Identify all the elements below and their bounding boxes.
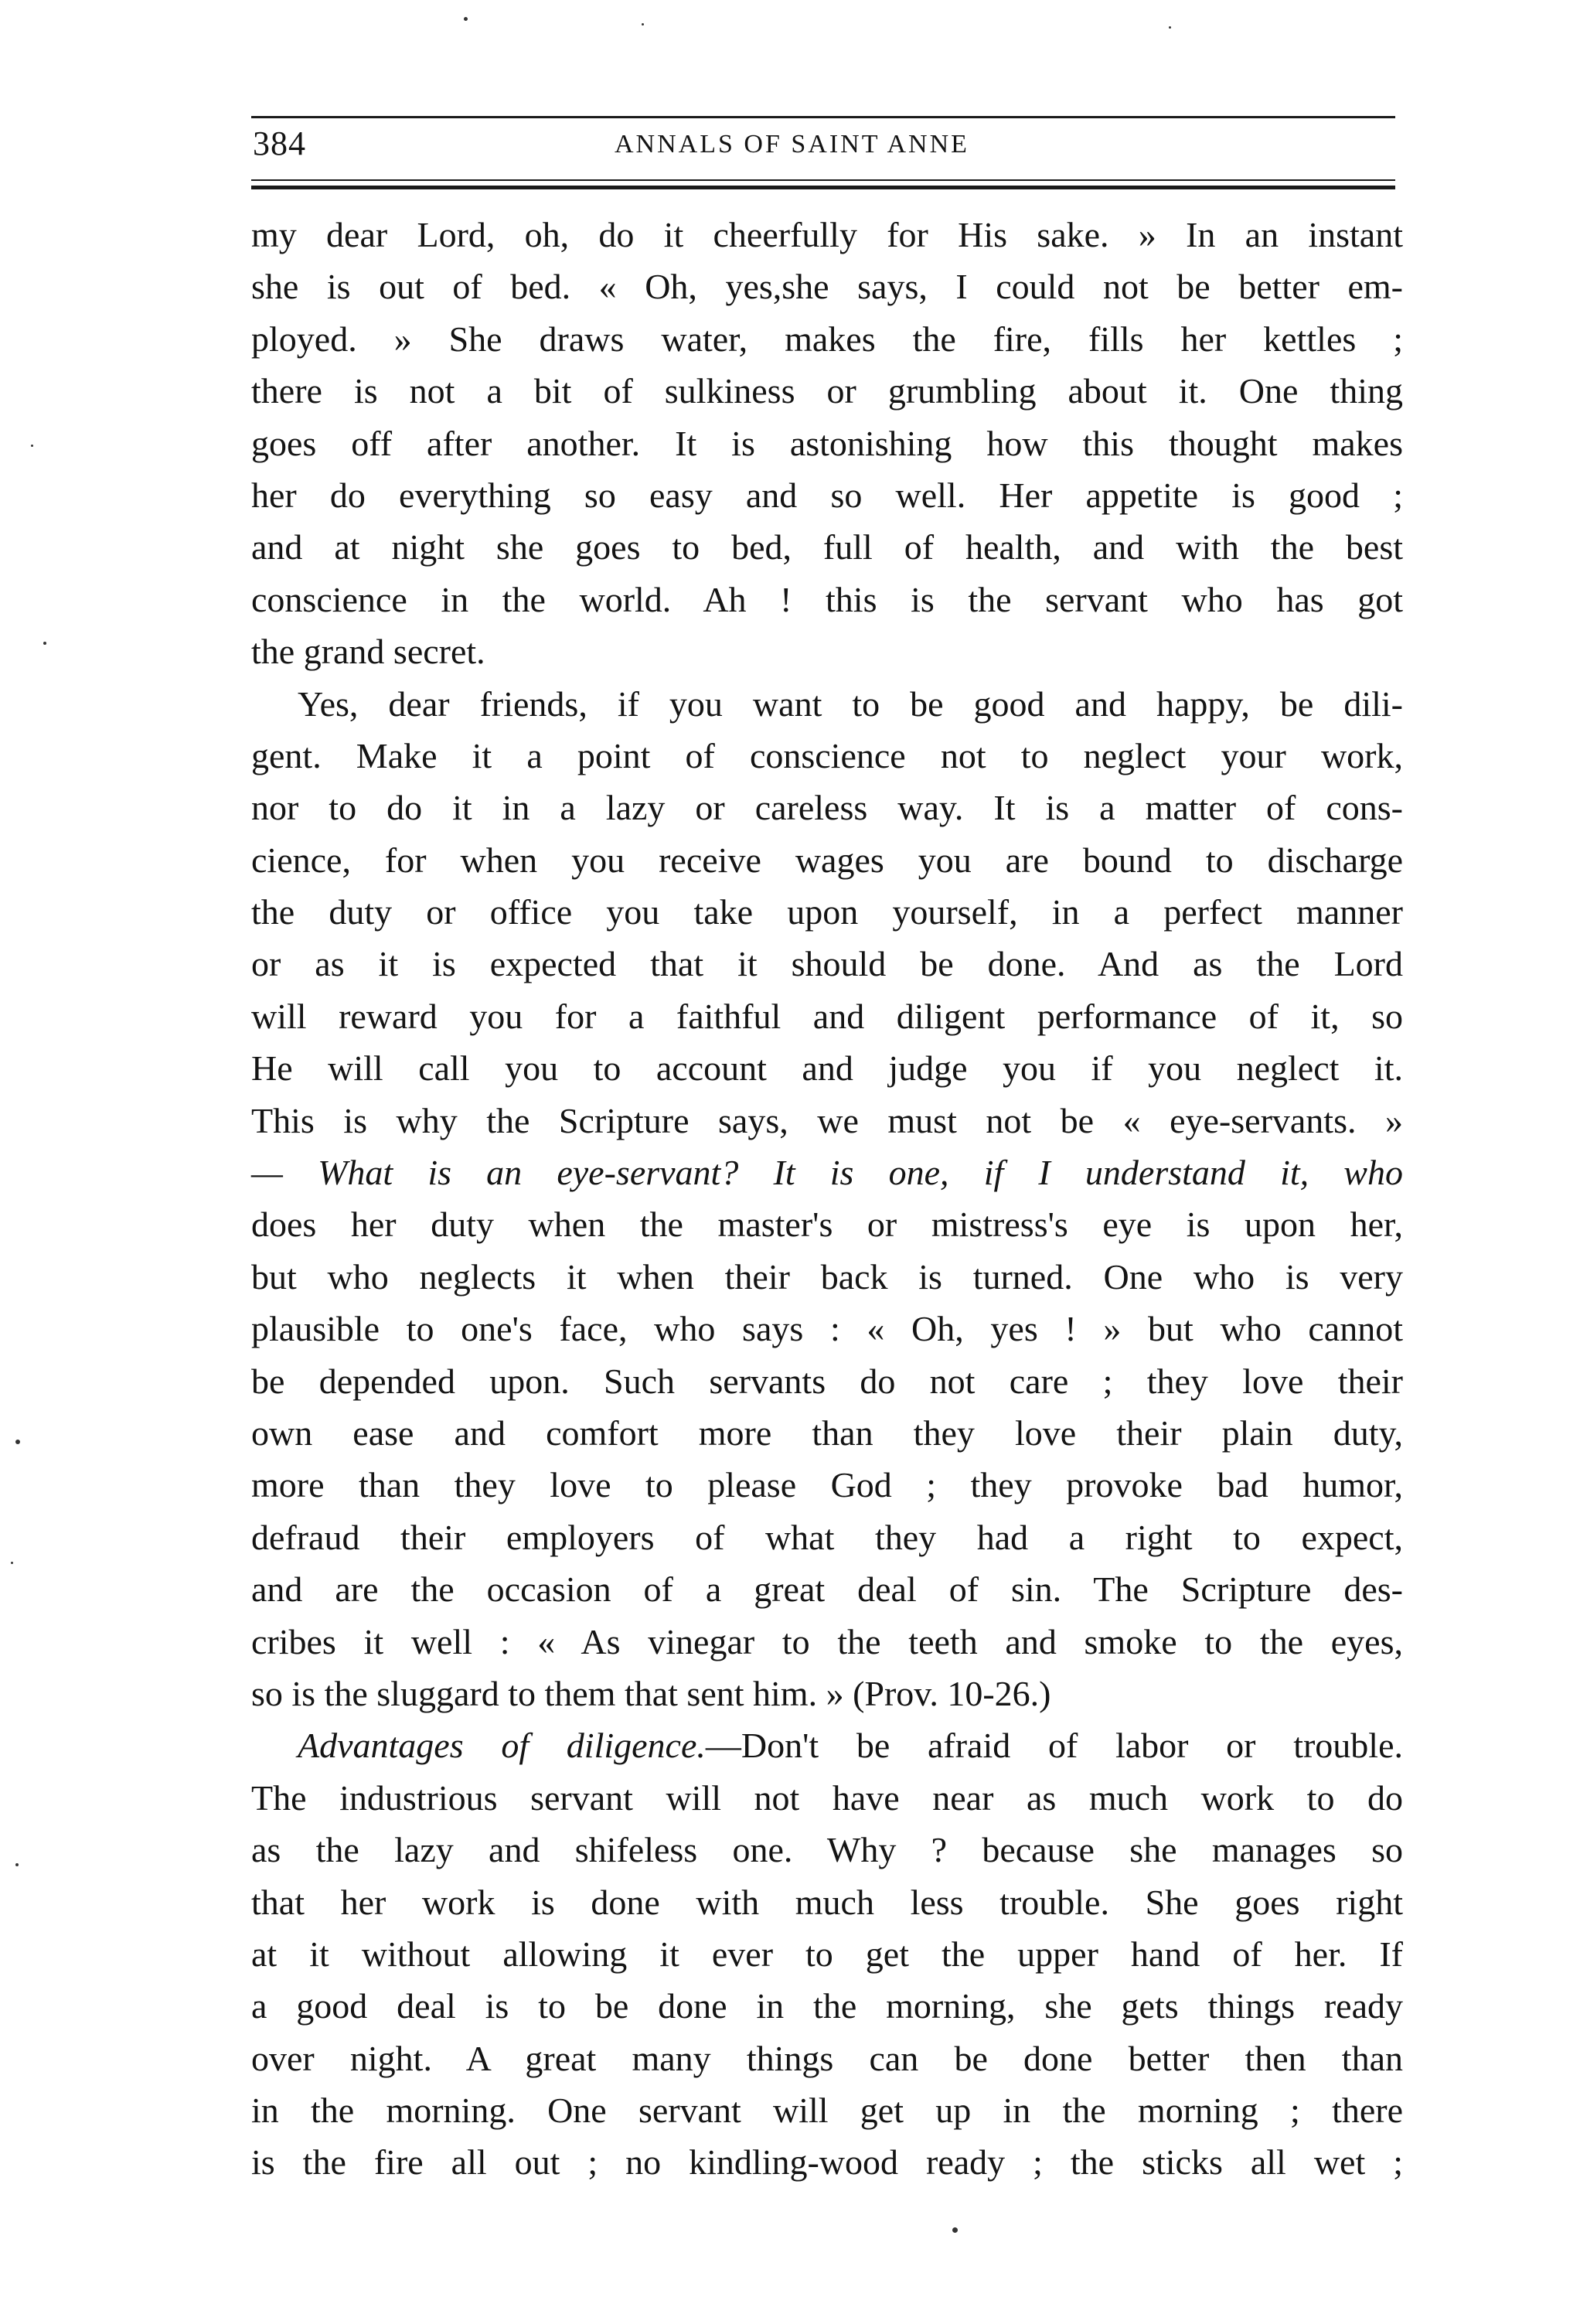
text-line: the duty or office you take upon yourself, in a perfect manner (251, 892, 1403, 932)
text-line: my dear Lord, oh, do it cheerfully for His sake. » In an instant (251, 215, 1403, 254)
text-line: over night. A great many things can be done better then than (251, 2038, 1403, 2078)
text-line: or as it is expected that it should be done. And as the Lord (251, 944, 1403, 984)
text-line: is the fire all out ; no kindling-wood ready ; the sticks all wet ; (251, 2142, 1403, 2183)
section-heading: Advantages of diligence. (298, 1726, 706, 1766)
body-text (251, 209, 1403, 2189)
italic-run: — What is an eye-servant? It is one, if I understand it, who (251, 1153, 1403, 1193)
text-line: in the morning. One servant will get up in the morning ; there (251, 2091, 1403, 2131)
text-line: be depended upon. Such servants do not care ; they love their (251, 1361, 1403, 1401)
text-line: goes off after another. It is astonishing how this thought makes (251, 423, 1403, 463)
text-line: defraud their employers of what they had a right to expect, (251, 1517, 1403, 1557)
text-line: own ease and comfort more than they love their plain duty, (251, 1412, 1403, 1453)
scan-speck (31, 445, 33, 447)
text-line: cribes it well : « As vinegar to the teeth and smoke to the eyes, (251, 1621, 1403, 1661)
scan-speck (11, 1562, 13, 1564)
scan-speck (464, 17, 468, 21)
text-line: will reward you for a faithful and diligent performance of it, so (251, 996, 1403, 1036)
scan-speck (1169, 26, 1171, 29)
text-line: nor to do it in a lazy or careless way. It is a matter of cons- (251, 788, 1403, 828)
header-top-rule (251, 116, 1395, 118)
scan-speck (15, 1863, 19, 1866)
text-line: He will call you to account and judge you if you neglect it. (251, 1048, 1403, 1089)
scan-speck (15, 1440, 20, 1444)
text-line: as the lazy and shifeless one. Why ? because she manages so (251, 1830, 1403, 1870)
text-line-italic (251, 1147, 1403, 1198)
text-line: there is not a bit of sulkiness or grumbling about it. One thing (251, 371, 1403, 411)
running-head: ANNALS OF SAINT ANNE (615, 130, 969, 158)
text-line: a good deal is to be done in the morning, she gets things ready (251, 1986, 1403, 2026)
text-line: does her duty when the master's or mistress's eye is upon her, (251, 1205, 1403, 1245)
text-line: that her work is done with much less trouble. She goes right (251, 1882, 1403, 1922)
page-number: 384 (253, 124, 306, 162)
text-line: at it without allowing it ever to get the upper hand of her. If (251, 1934, 1403, 1974)
text-line: but who neglects it when their back is turned. One who is very (251, 1256, 1403, 1297)
text-line: Yes, dear friends, if you want to be good and happy, be dili- (298, 683, 1403, 724)
scan-speck (642, 23, 644, 26)
text-line: and are the occasion of a great deal of sin. The Scripture des- (251, 1569, 1403, 1610)
text-line: conscience in the world. Ah ! this is the servant who has got (251, 579, 1403, 619)
header-rule-thin (251, 179, 1395, 181)
text-line: so is the sluggard to them that sent him. » (Prov. 10-26.) (251, 1673, 1051, 1713)
header-rule-thick (251, 186, 1395, 189)
text-line: cience, for when you receive wages you are bound to discharge (251, 840, 1403, 880)
page-header (251, 116, 1395, 190)
section-heading-continuation: —Don't be afraid of labor or trouble. (705, 1726, 1403, 1766)
scan-speck (43, 642, 46, 645)
text-line: her do everything so easy and so well. Her appetite is good ; (251, 475, 1403, 515)
text-line: This is why the Scripture says, we must not be « eye-servants. » (251, 1100, 1403, 1140)
text-line: the grand secret. (251, 632, 485, 672)
text-line: plausible to one's face, who says : « Oh, yes ! » but who cannot (251, 1309, 1403, 1349)
section-heading-line (251, 1719, 1403, 1771)
scan-speck (952, 2227, 958, 2233)
text-line: she is out of bed. « Oh, yes,she says, I could not be better em- (251, 267, 1403, 307)
text-line: gent. Make it a point of conscience not to neglect your work, (251, 735, 1403, 775)
text-line: The industrious servant will not have near as much work to do (251, 1777, 1403, 1818)
text-line: ployed. » She draws water, makes the fire, fills her kettles ; (251, 319, 1403, 359)
text-line: more than they love to please God ; they provoke bad humor, (251, 1465, 1403, 1505)
text-line: and at night she goes to bed, full of health, and with the best (251, 527, 1403, 567)
